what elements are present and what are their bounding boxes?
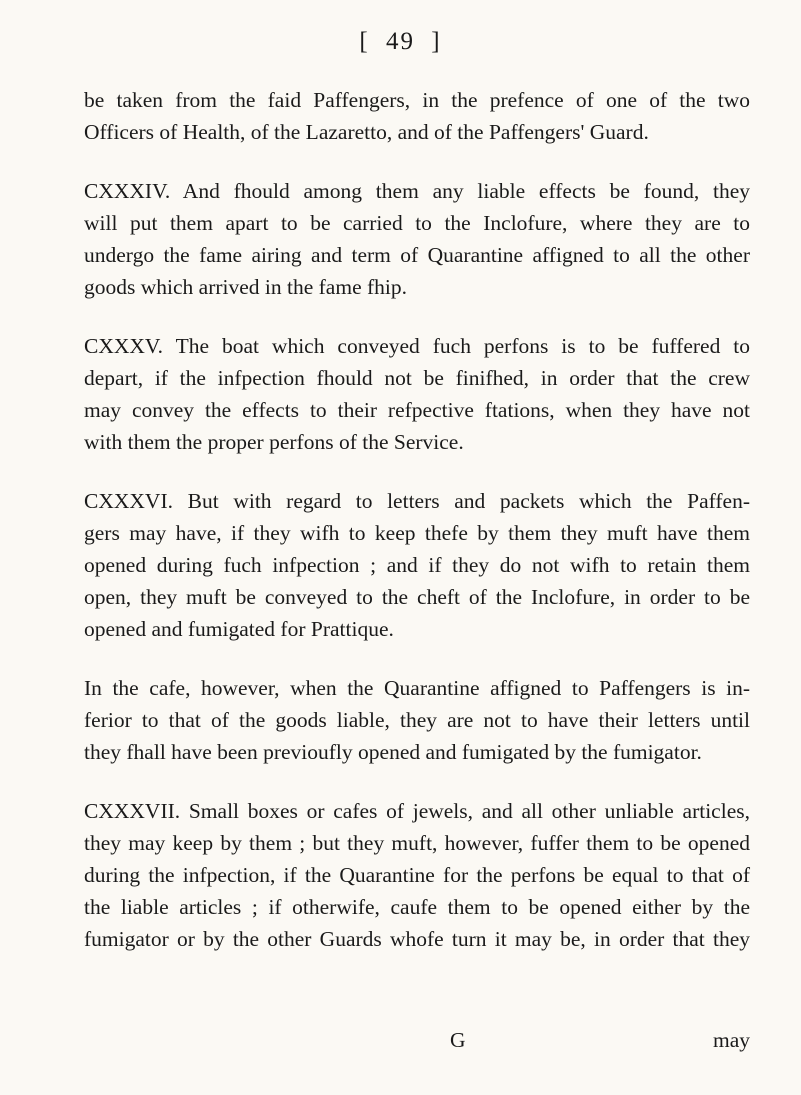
catchword: may [712,1028,750,1052]
text-line: Officers of Health, of the Lazaretto, and of the Paffengers' Guard. [84,120,649,144]
text-line: ferior to that of the goods liable, they are not to have their letters until [84,708,750,732]
text-line: may convey the effects to their refpective ftations, when they have not [84,398,750,422]
text-line: open, they muft be conveyed to the cheft of the Inclofure, in order to be [84,585,750,609]
text-line: they may keep by them ; but they muft, however, fuffer them to be opened [84,831,750,855]
text-line: opened and fumigated for Prattique. [84,617,394,641]
paragraph-cxxxvii [84,795,750,955]
text-line: the liable articles ; if otherwife, caufe them to be opened either by the [84,895,750,919]
text-line: fumigator or by the other Guards whofe turn it may be, in order that they [84,927,750,951]
text-line: during the infpection, if the Quarantine for the perfons be equal to that of [84,863,750,887]
body-text [84,84,750,982]
text-line: CXXXVII. Small boxes or cafes of jewels, and all other unliable articles, [84,799,750,823]
paragraph-intro [84,84,750,148]
paragraph-quarantine-letters [84,672,750,768]
text-line: be taken from the faid Paffengers, in the prefence of one of the two [84,88,750,112]
text-line: CXXXVI. But with regard to letters and packets which the Paffen- [84,489,750,513]
page-footer [84,1028,750,1060]
signature-mark: G [450,1028,466,1052]
paragraph-cxxxv [84,330,750,458]
paragraph-cxxxvi [84,485,750,645]
text-line: gers may have, if they wifh to keep thefe by them they muft have them [84,521,750,545]
text-line: with them the proper perfons of the Service. [84,430,464,454]
text-line: undergo the fame airing and term of Quarantine affigned to all the other [84,243,750,267]
text-line: depart, if the infpection fhould not be finifhed, in order that the crew [84,366,750,390]
text-line: they fhall have been previoufly opened and fumigated by the fumigator. [84,740,702,764]
paragraph-cxxxiv [84,175,750,303]
text-line: CXXXV. The boat which conveyed fuch perfons is to be fuffered to [84,334,750,358]
page-number: [ 49 ] [359,28,442,55]
text-line: will put them apart to be carried to the Inclofure, where they are to [84,211,750,235]
text-line: CXXXIV. And fhould among them any liable effects be found, they [84,179,750,203]
text-line: goods which arrived in the fame fhip. [84,275,408,299]
text-line: opened during fuch infpection ; and if they do not wifh to retain them [84,553,750,577]
text-line: In the cafe, however, when the Quarantine affigned to Paffengers is in- [84,676,750,700]
